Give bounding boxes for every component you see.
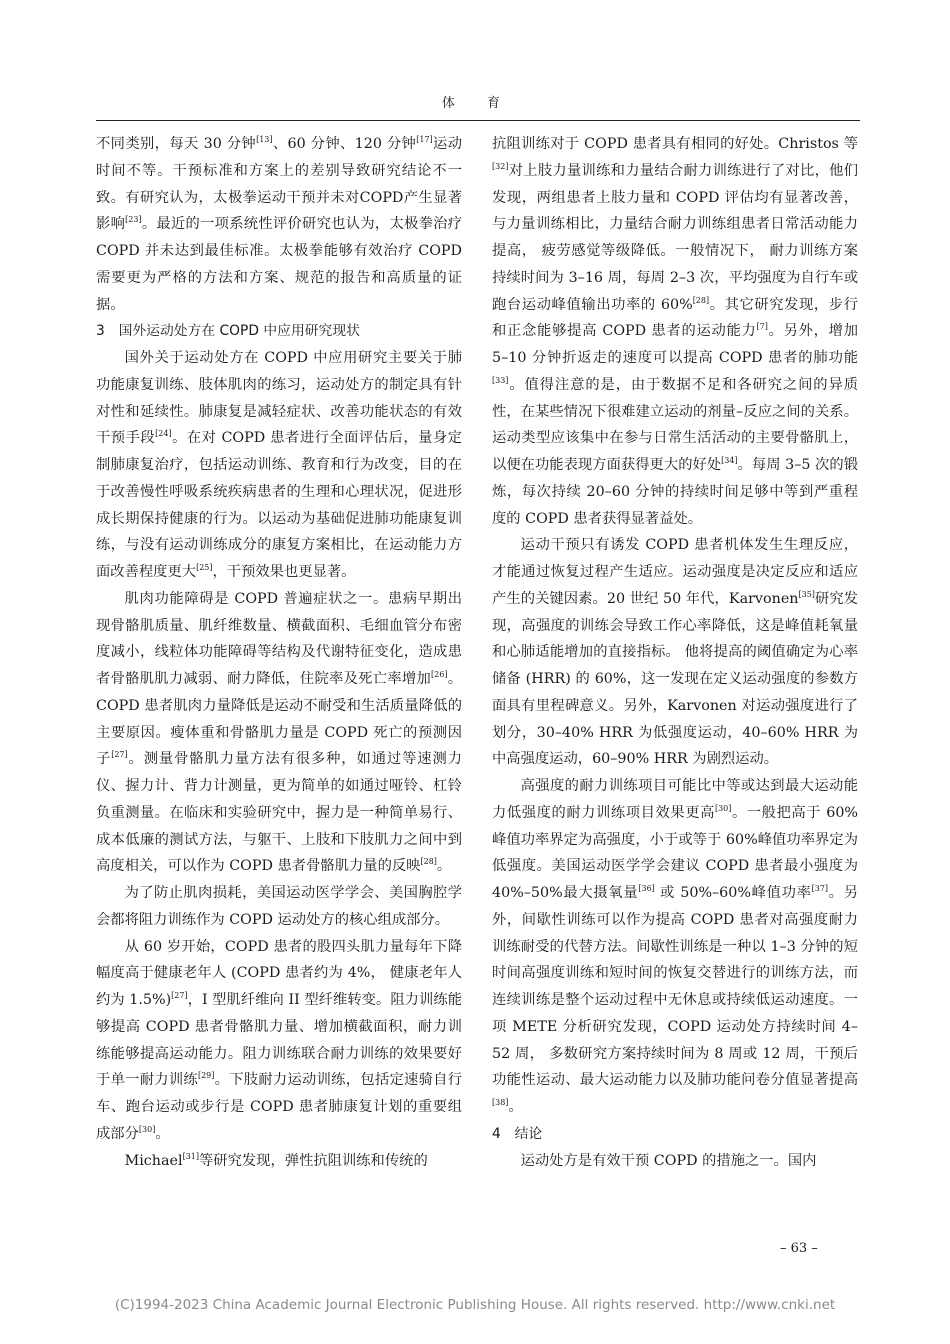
paragraph	[96, 880, 462, 934]
text-run: 运动时间不等。干预标准和方案上的差别导致研究结论不一致。有研究认为，太极拳运动干预并未对COPD产生显著影响	[96, 136, 462, 233]
citation-ref: [23]	[125, 215, 142, 225]
text-run: 国外关于运动处方在 COPD 中应用研究主要关于肺功能康复训练、肢体肌肉的练习，运动处方的制定具有针对性和延续性。肺康复是减轻症状、改善功能状态的有效干预手段	[96, 350, 462, 447]
text-run: 。值得注意的是，由于数据不足和各研究之间的异质性，在某些情况下很难建立运动的剂量–反应之间的关系。运动类型应该集中在参与日常生活活动的主要骨骼肌上，以便在功能表现方面获得更大的好处	[492, 376, 858, 473]
text-run: 不同类别，每天 30 分钟	[96, 136, 257, 152]
text-run: 。在对 COPD 患者进行全面评估后，量身定制肺康复治疗，包括运动训练、教育和行为改变，目的在于改善慢性呼吸系统疾病患者的生理和心理状况，促进形成长期保持健康的行为。以运动为基础促进肺功能康复训练，与没有运动训练成分的康复方案相比，在运动能力方面改善程度更大	[96, 430, 462, 580]
text-run: Michael	[124, 1152, 183, 1169]
page-number: – 63 –	[780, 1241, 818, 1256]
paragraph	[492, 1148, 858, 1175]
text-run: 。	[436, 858, 452, 875]
text-run: ，干预效果也更显著。	[212, 564, 356, 580]
paragraph	[96, 131, 462, 318]
paragraph	[96, 345, 462, 586]
text-run: 从 60 岁开始，COPD 患者的股四头肌力量每年下降幅度高于健康老年人 (COPD 患者约为 4%， 健康老年人约为 1.5%)	[96, 938, 462, 1008]
section-heading: 3 国外运动处方在 COPD 中应用研究现状	[96, 323, 360, 340]
citation-ref: [32]	[492, 161, 509, 171]
text-run: 高强度的耐力训练项目可能比中等或达到最大运动能力低强度的耐力训练项目效果更高	[492, 778, 858, 821]
citation-ref: [28]	[692, 295, 710, 305]
text-run: 。COPD 患者肌肉力量降低是运动不耐受和生活质量降低的主要原因。瘦体重和骨骼肌力量是 COPD 死亡的预测因子	[96, 671, 463, 768]
citation-ref: [31]	[182, 1151, 199, 1161]
left-column	[96, 131, 462, 1174]
text-run: 运动处方是有效干预 COPD 的措施之一。国内	[520, 1152, 817, 1169]
paragraph	[96, 586, 462, 880]
citation-ref: [28]	[420, 857, 437, 867]
text-run: 肌肉功能障碍是 COPD 普遍症状之一。患病早期出现骨骼肌质量、肌纤维数量、横截面积、毛细血管分布密度减小，线粒体功能障碍等结构及代谢特征变化，造成患者骨骼肌肌力减弱、耐力降低，住院率及死亡率增加	[96, 590, 462, 687]
citation-ref: [17]	[416, 135, 433, 144]
text-run: 。一般把高于 60%峰值功率界定为高强度，小于或等于 60%峰值功率界定为低强度。美国运动医学学会建议 COPD 患者最小强度为 40%–50%最大摄氧量	[492, 804, 859, 901]
citation-ref: [38]	[492, 1098, 509, 1107]
citation-ref: [29]	[197, 1071, 215, 1081]
citation-ref: [30]	[714, 803, 732, 813]
citation-ref: [36]	[638, 884, 655, 893]
citation-ref: [13]	[256, 135, 273, 144]
text-run: 。	[155, 1125, 170, 1142]
text-run: ，I 型肌纤维向 II 型纤维转变。阻力训练能够提高 COPD 患者骨骼肌力量、增加横截面积，耐力训练能够提高运动能力。阻力训练联合耐力训练的效果要好于单一耐力训练	[96, 992, 462, 1089]
text-run: 、60 分钟、120 分钟	[272, 136, 417, 152]
citation-ref: [7]	[756, 322, 768, 332]
right-column	[492, 131, 858, 1174]
paragraph	[492, 532, 858, 773]
citation-ref: [34]	[721, 456, 738, 465]
citation-ref: [33]	[492, 375, 509, 385]
copyright-footer: (C)1994-2023 China Academic Journal Electronic Publishing House. All rights reserved. http://www.cnki.net	[114, 1297, 836, 1313]
text-run: 对上肢力量训练和力量结合耐力训练进行了对比，他们发现，两组患者上肢力量和 COPD 评估均有显著改善，与力量训练相比，力量结合耐力训练组患者日常活动能力提高， 疲劳感觉等级降低。一般情况下， 耐力训练方案持续时间为 3–16 周，每周 2–3 次，平均强度为自行车或跑台运动峰值输出功率的 60%	[492, 162, 858, 313]
text-run: 抗阻训练对于 COPD 患者具有相同的好处。Christos 等	[492, 136, 858, 152]
text-run: 运动干预只有诱发 COPD 患者机体发生生理反应，才能通过恢复过程产生适应。运动强度是决定反应和适应产生的关键因素。20 世纪 50 年代，Karvonen	[492, 537, 858, 607]
text-run: 。另外，增加 5–10 分钟折返走的速度可以提高 COPD 患者的肺功能	[492, 323, 859, 366]
paragraph	[492, 773, 858, 1121]
text-run: 。另外，间歇性训练可以作为提高 COPD 患者对高强度耐力训练耐受的代替方法。间歇性训练是一种以 1–3 分钟的短时间高强度训练和短时间的恢复交替进行的训练方法，而连续训练是整个运动过程中无休息或持续低运动速度。一项 METE 分析研究发现，COPD 运动处方持续时间 4–52 周， 多数研究方案持续时间为 8 周或 12 周，干预后功能性运动、最大运动能力以及肺功能问卷分值显著提高	[492, 885, 859, 1089]
text-run: 等研究发现，弹性抗阻训练和传统的	[199, 1152, 428, 1169]
paragraph	[96, 934, 462, 1148]
section-heading: 4 结论	[492, 1125, 543, 1142]
text-run: 。测量骨骼肌力量方法有很多种，如通过等速测力仪、握力计、背力计测量，更为简单的如通过哑铃、杠铃负重测量。在临床和实验研究中，握力是一种简单易行、成本低廉的测试方法，与躯干、上肢和下肢肌力之间中到高度相关，可以作为 COPD 患者骨骼肌力量的反映	[96, 751, 463, 875]
text-run: 。其它研究发现，步行和正念能够提高 COPD 患者的运动能力	[492, 296, 858, 340]
header-rule	[96, 120, 860, 121]
text-run: 。下肢耐力运动训练，包括定速骑自行车、跑台运动或步行是 COPD 患者肺康复计划的重要组成部分	[96, 1072, 463, 1142]
text-run: 。最近的一项系统性评价研究也认为，太极拳治疗 COPD 并未达到最佳标准。太极拳能够有效治疗 COPD 需要更为严格的方法和方案、规范的报告和高质量的证据。	[96, 216, 463, 313]
text-run: 研究发现，高强度的训练会导致工作心率降低，这是峰值耗氧量和心肺适能增加的直接指标。 他将提高的阈值确定为心率储备 (HRR) 的 60%，这一发现在定义运动强度的参数方面具有里程碑意义。另外，Karvonen 对运动强度进行了划分，30–40% HRR 为低强度运动，40–60% HRR 为中高强度运动，60–90% HRR 为剧烈运动。	[492, 590, 859, 768]
citation-ref: [30]	[138, 1124, 156, 1134]
citation-ref: [27]	[171, 991, 188, 1000]
citation-ref: [24]	[155, 429, 172, 439]
citation-ref: [37]	[811, 884, 829, 893]
paragraph	[492, 131, 858, 532]
citation-ref: [35]	[798, 589, 815, 599]
citation-ref: [25]	[196, 563, 213, 572]
paragraph	[96, 1148, 462, 1175]
running-header: 体 育	[441, 96, 515, 111]
text-run: 为了防止肌肉损耗，美国运动医学学会、美国胸腔学会都将阻力训练作为 COPD 运动处方的核心组成部分。	[96, 885, 462, 928]
text-run: 或 50%–60%峰值功率	[654, 885, 812, 901]
citation-ref: [27]	[111, 750, 128, 760]
text-run: 。	[508, 1099, 523, 1115]
text-run: 。每周 3–5 次的锻炼，每次持续 20–60 分钟的持续时间足够中等到严重程度的 COPD 患者获得显著益处。	[492, 457, 858, 527]
citation-ref: [26]	[431, 670, 448, 679]
